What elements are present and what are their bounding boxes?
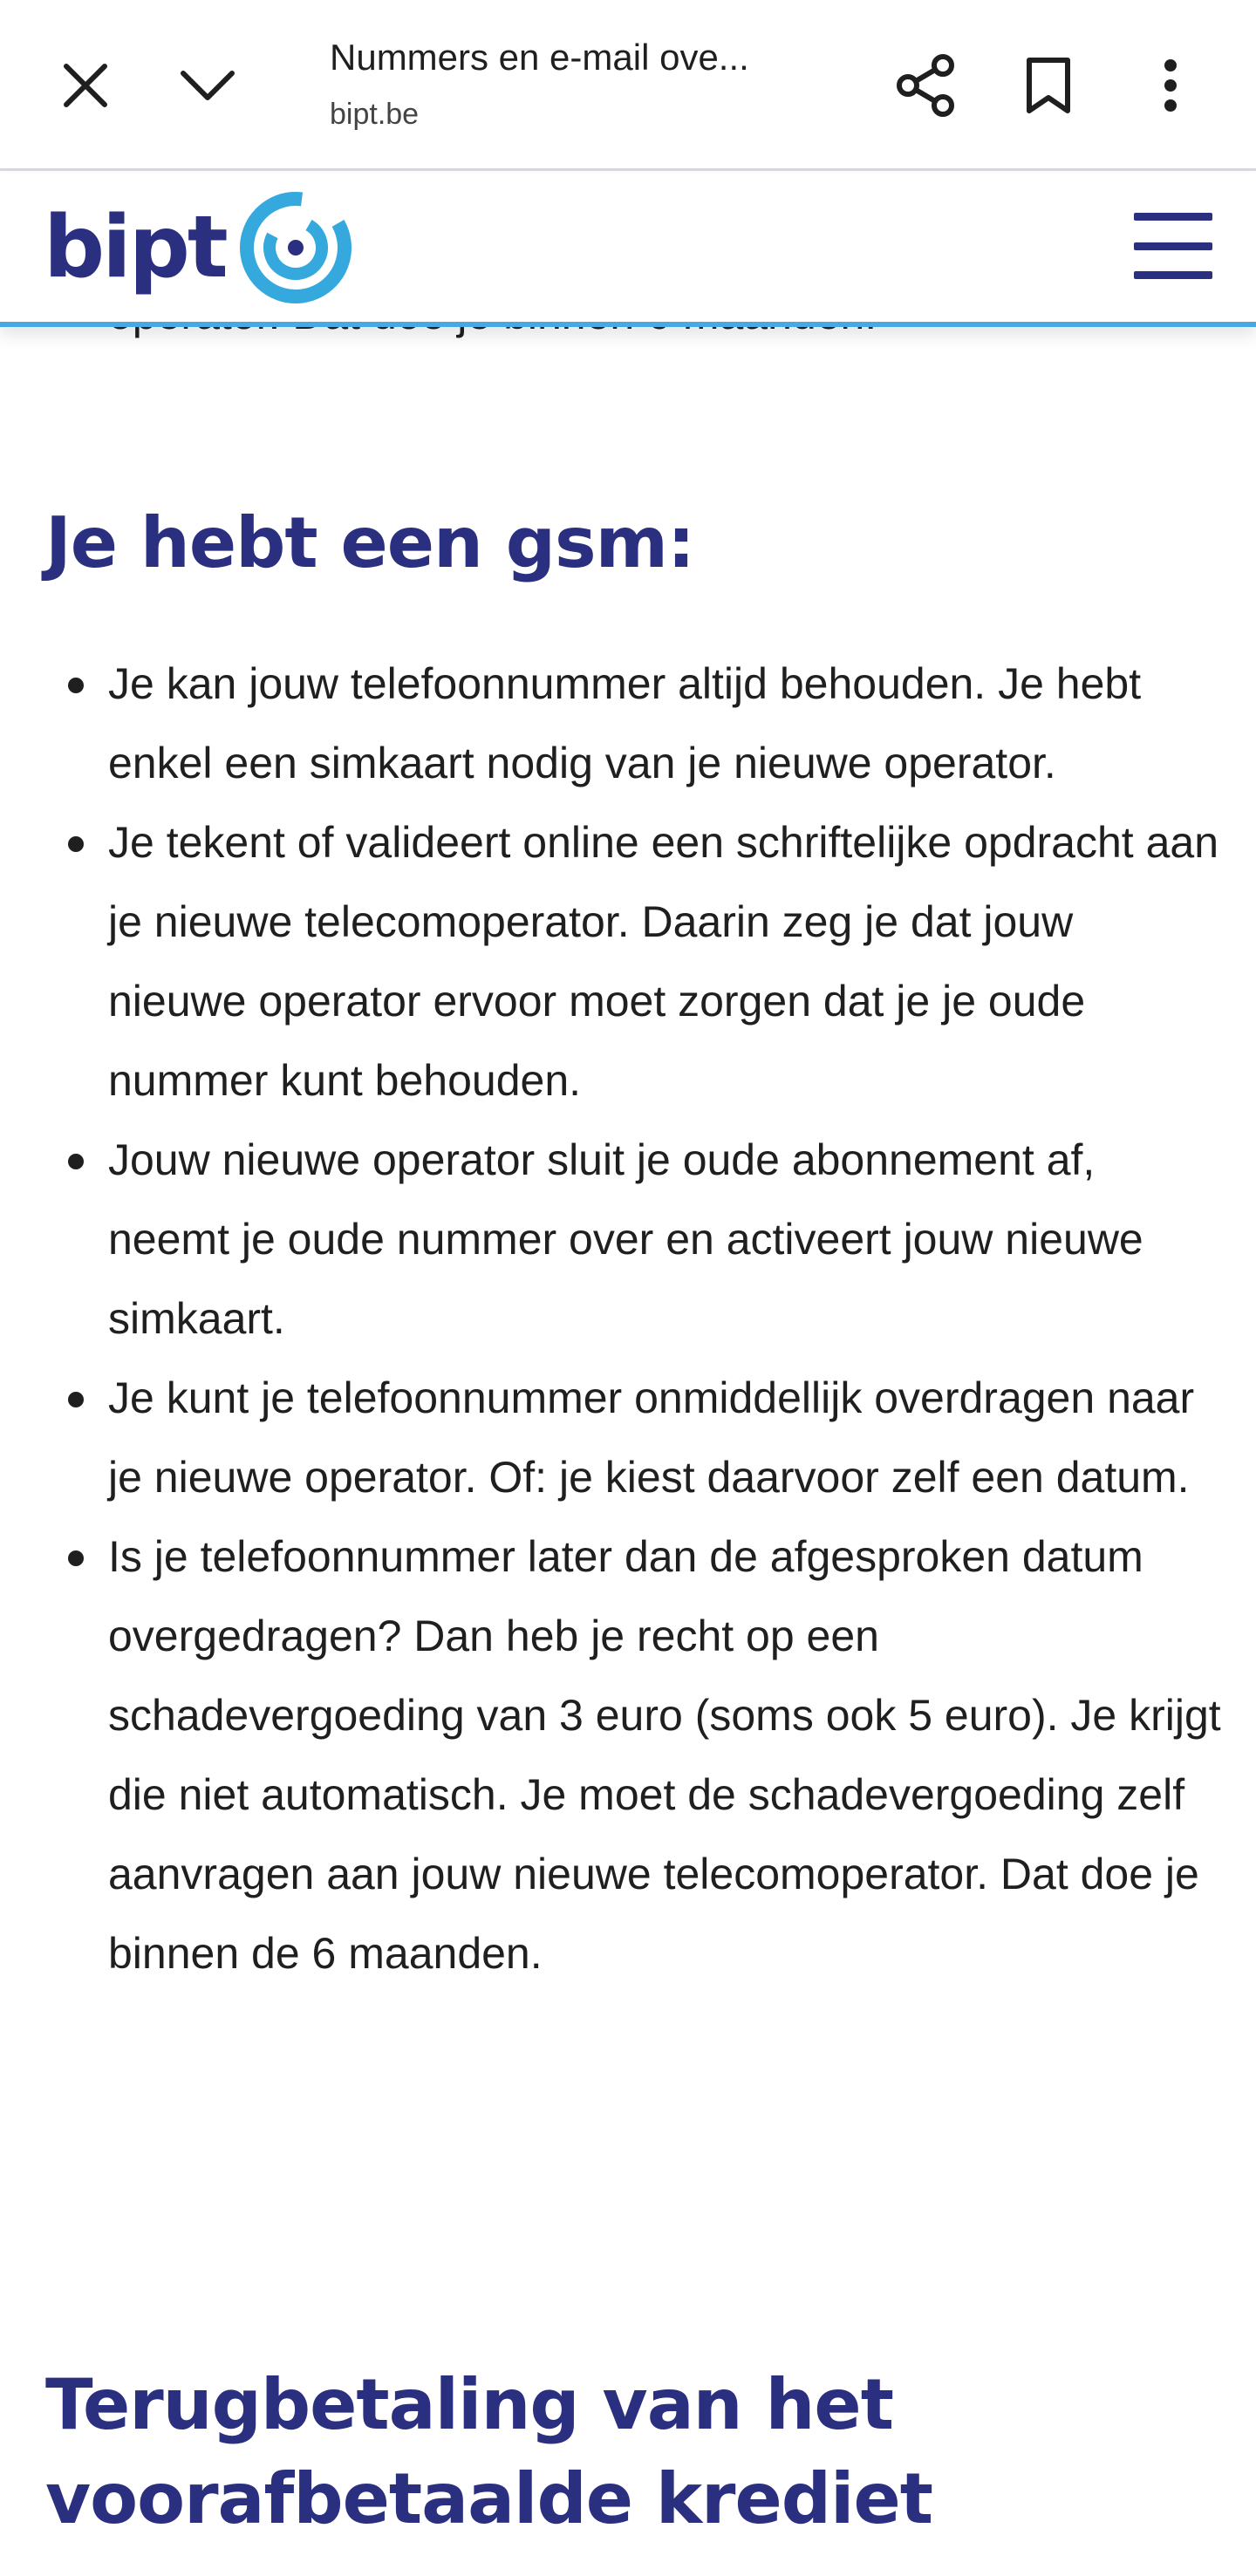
close-icon[interactable]	[42, 42, 129, 129]
list-item: Is je telefoonnummer later dan de afgesproken datum overgedragen? Dan heb je recht op een schadevergoeding van 3 euro (soms ook 5 euro). Je krijgt die niet automatisch. Je moet de schadevergoeding zelf aanvragen aan jouw nieuwe telecomoperator. Dat doe je binnen de 6 maanden.	[0, 1517, 1256, 1993]
list-item: Jouw nieuwe operator sluit je oude abonnement af, neemt je oude nummer over en activeert jouw nieuwe simkaart.	[0, 1121, 1256, 1359]
list-item: Je tekent of valideert online een schriftelijke opdracht aan je nieuwe telecomoperator. Daarin zeg je dat jouw nieuwe operator ervoor moet zorgen dat je je oude nummer kunt behouden.	[0, 803, 1256, 1121]
more-vert-icon[interactable]	[1127, 42, 1214, 129]
browser-toolbar	[0, 0, 1256, 171]
page-title[interactable]: Nummers en e-mail ove...	[330, 37, 749, 78]
gsm-bullet-list	[0, 644, 1256, 1993]
section-heading-refund: Terugbetaling van het voorafbetaalde krediet	[45, 2364, 932, 2539]
chevron-down-icon[interactable]	[164, 42, 251, 129]
bookmark-icon[interactable]	[1005, 42, 1092, 129]
logo-text: bipt	[44, 198, 226, 297]
page-url[interactable]: bipt.be	[330, 98, 420, 131]
bipt-logo[interactable]	[44, 182, 355, 313]
site-header	[0, 174, 1256, 327]
share-icon[interactable]	[883, 42, 970, 129]
hamburger-menu-icon[interactable]	[1134, 213, 1212, 279]
list-item: Je kunt je telefoonnummer onmiddellijk overdragen naar je nieuwe operator. Of: je kiest daarvoor zelf een datum.	[0, 1359, 1256, 1517]
logo-swirl-icon	[236, 187, 355, 310]
section-heading-gsm: Je hebt een gsm:	[45, 502, 694, 583]
list-item: Je kan jouw telefoonnummer altijd behouden. Je hebt enkel een simkaart nodig van je nieuwe operator.	[0, 644, 1256, 803]
